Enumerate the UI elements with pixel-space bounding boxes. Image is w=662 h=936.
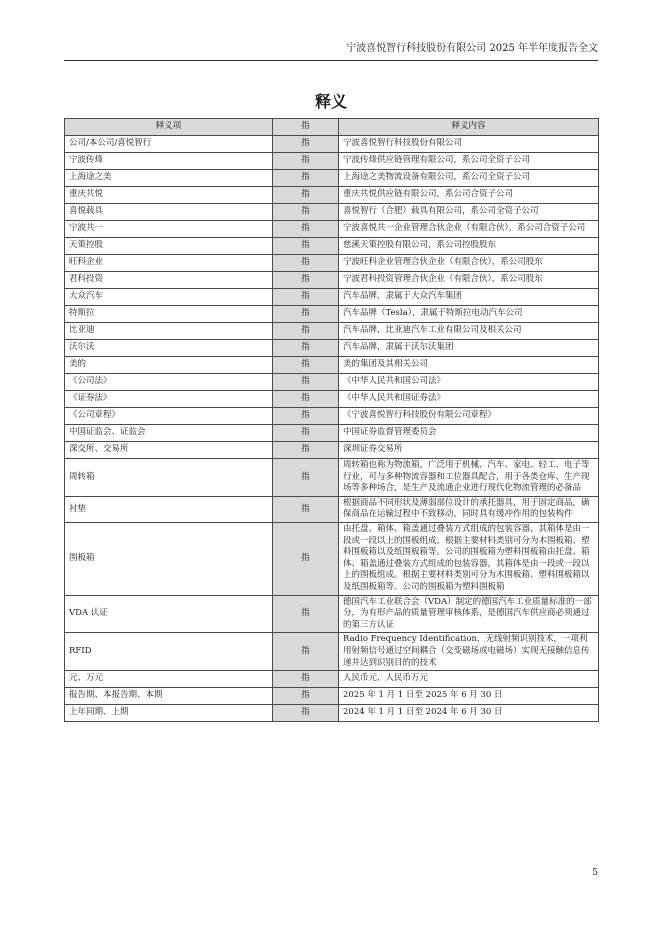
- definition-cell: 2024 年 1 月 1 日至 2024 年 6 月 30 日: [339, 705, 599, 722]
- term-cell: 元、万元: [65, 671, 273, 688]
- ref-cell: 指: [273, 374, 339, 391]
- column-header-term: 释义项: [65, 119, 273, 136]
- ref-cell: 指: [273, 357, 339, 374]
- ref-cell: 指: [273, 323, 339, 340]
- term-cell: 天策控股: [65, 238, 273, 255]
- table-row: [65, 323, 599, 340]
- ref-cell: 指: [273, 238, 339, 255]
- definition-cell: 根据商品不同形状及薄弱部位设计的承托器具，用于固定商品，确保商品在运输过程中不致移动，同时具有缓冲作用的包装构件: [339, 496, 599, 522]
- table-row: [65, 633, 599, 671]
- table-row: [65, 391, 599, 408]
- ref-cell: 指: [273, 306, 339, 323]
- ref-cell: 指: [273, 136, 339, 153]
- ref-cell: 指: [273, 496, 339, 522]
- table-row: [65, 688, 599, 705]
- ref-cell: 指: [273, 459, 339, 497]
- term-cell: 报告期、本报告期、本期: [65, 688, 273, 705]
- table-row: [65, 496, 599, 522]
- ref-cell: 指: [273, 153, 339, 170]
- term-cell: 围板箱: [65, 522, 273, 595]
- definition-cell: 宁波喜悦智行科技股份有限公司: [339, 136, 599, 153]
- ref-cell: 指: [273, 671, 339, 688]
- ref-cell: 指: [273, 391, 339, 408]
- definition-cell: 周转箱也称为物流箱，广泛用于机械、汽车、家电、轻工、电子等行业，可与多种物流容器和工位器具配合，用于各类仓库、生产现场等多种场合，是生产及流通企业进行现代化物流管理的必备品: [339, 459, 599, 497]
- term-cell: 重庆共悦: [65, 187, 273, 204]
- table-row: [65, 374, 599, 391]
- definition-cell: 中国证券监督管理委员会: [339, 425, 599, 442]
- ref-cell: 指: [273, 522, 339, 595]
- ref-cell: 指: [273, 289, 339, 306]
- term-cell: 《公司法》: [65, 374, 273, 391]
- table-row: [65, 306, 599, 323]
- term-cell: 《证券法》: [65, 391, 273, 408]
- definition-cell: 由托盘、箱体、箱盖通过叠装方式组成的包装容器，其箱体是由一段或一段以上的围板组成。根据主要材料类别可分为木围板箱、塑料围板箱以及纸围板箱等。公司的围板箱为塑料围板箱由托盘、箱体、箱盖通过叠装方式组成的包装容器，其箱体是由一段或一段以上的围板组成。根据主要材料类别可分为木围板箱、塑料围板箱以及纸围板箱等。公司的围板箱为塑料围板箱: [339, 522, 599, 595]
- definition-cell: 汽车品牌，隶属于沃尔沃集团: [339, 340, 599, 357]
- table-row: [65, 289, 599, 306]
- term-cell: 中国证监会、证监会: [65, 425, 273, 442]
- ref-cell: 指: [273, 255, 339, 272]
- page-header: 宁波喜悦智行科技股份有限公司 2025 年半年度报告全文: [346, 43, 598, 54]
- ref-cell: 指: [273, 340, 339, 357]
- table-row: [65, 221, 599, 238]
- ref-cell: 指: [273, 408, 339, 425]
- definition-cell: 上海途之美物流设备有限公司，系公司全资子公司: [339, 170, 599, 187]
- definition-cell: 深圳证券交易所: [339, 442, 599, 459]
- definition-cell: 2025 年 1 月 1 日至 2025 年 6 月 30 日: [339, 688, 599, 705]
- term-cell: 特斯拉: [65, 306, 273, 323]
- term-cell: 美的: [65, 357, 273, 374]
- term-cell: 《公司章程》: [65, 408, 273, 425]
- definition-cell: 喜悦智行（合肥）载具有限公司，系公司全资子公司: [339, 204, 599, 221]
- table-row: [65, 522, 599, 595]
- term-cell: 宁波共一: [65, 221, 273, 238]
- ref-cell: 指: [273, 705, 339, 722]
- ref-cell: 指: [273, 688, 339, 705]
- term-cell: 衬垫: [65, 496, 273, 522]
- ref-cell: 指: [273, 204, 339, 221]
- definition-cell: 慈溪天策控股有限公司，系公司控股股东: [339, 238, 599, 255]
- table-row: [65, 272, 599, 289]
- definition-cell: 宁波喜悦共一企业管理合伙企业（有限合伙），系公司合资子公司: [339, 221, 599, 238]
- table-row: [65, 340, 599, 357]
- term-cell: 比亚迪: [65, 323, 273, 340]
- term-cell: 周转箱: [65, 459, 273, 497]
- definition-cell: 宁波君科投资管理合伙企业（有限合伙），系公司股东: [339, 272, 599, 289]
- definition-cell: 宁波传烽供应链管理有限公司，系公司全资子公司: [339, 153, 599, 170]
- table-row: [65, 187, 599, 204]
- table-row: [65, 595, 599, 633]
- table-row: [65, 705, 599, 722]
- ref-cell: 指: [273, 442, 339, 459]
- table-row: [65, 671, 599, 688]
- definition-cell: 汽车品牌（Tesla），隶属于特斯拉电动汽车公司: [339, 306, 599, 323]
- term-cell: 深交所、交易所: [65, 442, 273, 459]
- table-row: [65, 255, 599, 272]
- definition-cell: 重庆共悦供应链有限公司，系公司合资子公司: [339, 187, 599, 204]
- definition-cell: 汽车品牌，隶属于大众汽车集团: [339, 289, 599, 306]
- ref-cell: 指: [273, 633, 339, 671]
- column-header-ref: 指: [273, 119, 339, 136]
- term-cell: 上海途之美: [65, 170, 273, 187]
- ref-cell: 指: [273, 187, 339, 204]
- ref-cell: 指: [273, 425, 339, 442]
- table-row: [65, 459, 599, 497]
- term-cell: 旺科企业: [65, 255, 273, 272]
- definition-cell: Radio Frequency Identification，无线射频识别技术，一项利用射频信号通过空间耦合（交变磁场或电磁场）实现无接触信息传递并达到识别目的的技术: [339, 633, 599, 671]
- table-row: [65, 170, 599, 187]
- table-row: [65, 136, 599, 153]
- term-cell: 上年同期、上期: [65, 705, 273, 722]
- term-cell: 喜悦载具: [65, 204, 273, 221]
- definition-cell: 《中华人民共和国证券法》: [339, 391, 599, 408]
- table-row: [65, 442, 599, 459]
- table-row: [65, 204, 599, 221]
- definition-cell: 宁波旺科企业管理合伙企业（有限合伙），系公司股东: [339, 255, 599, 272]
- page-title: 释义: [314, 92, 347, 111]
- definitions-table: [64, 118, 599, 722]
- definition-cell: 德国汽车工业联合会（VDA）制定的德国汽车工业质量标准的一部分，为有形产品的质量管理审核体系，是德国汽车供应商必须通过的第三方认证: [339, 595, 599, 633]
- term-cell: 大众汽车: [65, 289, 273, 306]
- definition-cell: 汽车品牌，比亚迪汽车工业有限公司及相关公司: [339, 323, 599, 340]
- table-row: [65, 357, 599, 374]
- header-divider: [64, 60, 598, 61]
- table-row: [65, 238, 599, 255]
- ref-cell: 指: [273, 170, 339, 187]
- column-header-definition: 释义内容: [339, 119, 599, 136]
- definition-cell: 《中华人民共和国公司法》: [339, 374, 599, 391]
- table-row: [65, 153, 599, 170]
- ref-cell: 指: [273, 272, 339, 289]
- ref-cell: 指: [273, 221, 339, 238]
- definition-cell: 美的集团及其相关公司: [339, 357, 599, 374]
- term-cell: RFID: [65, 633, 273, 671]
- page-number: 5: [592, 868, 598, 878]
- table-row: [65, 425, 599, 442]
- ref-cell: 指: [273, 595, 339, 633]
- term-cell: 宁波传烽: [65, 153, 273, 170]
- definition-cell: 人民币元、人民币万元: [339, 671, 599, 688]
- term-cell: VDA 认证: [65, 595, 273, 633]
- definition-cell: 《宁波喜悦智行科技股份有限公司章程》: [339, 408, 599, 425]
- term-cell: 君科投资: [65, 272, 273, 289]
- term-cell: 公司/本公司/喜悦智行: [65, 136, 273, 153]
- term-cell: 沃尔沃: [65, 340, 273, 357]
- table-row: [65, 408, 599, 425]
